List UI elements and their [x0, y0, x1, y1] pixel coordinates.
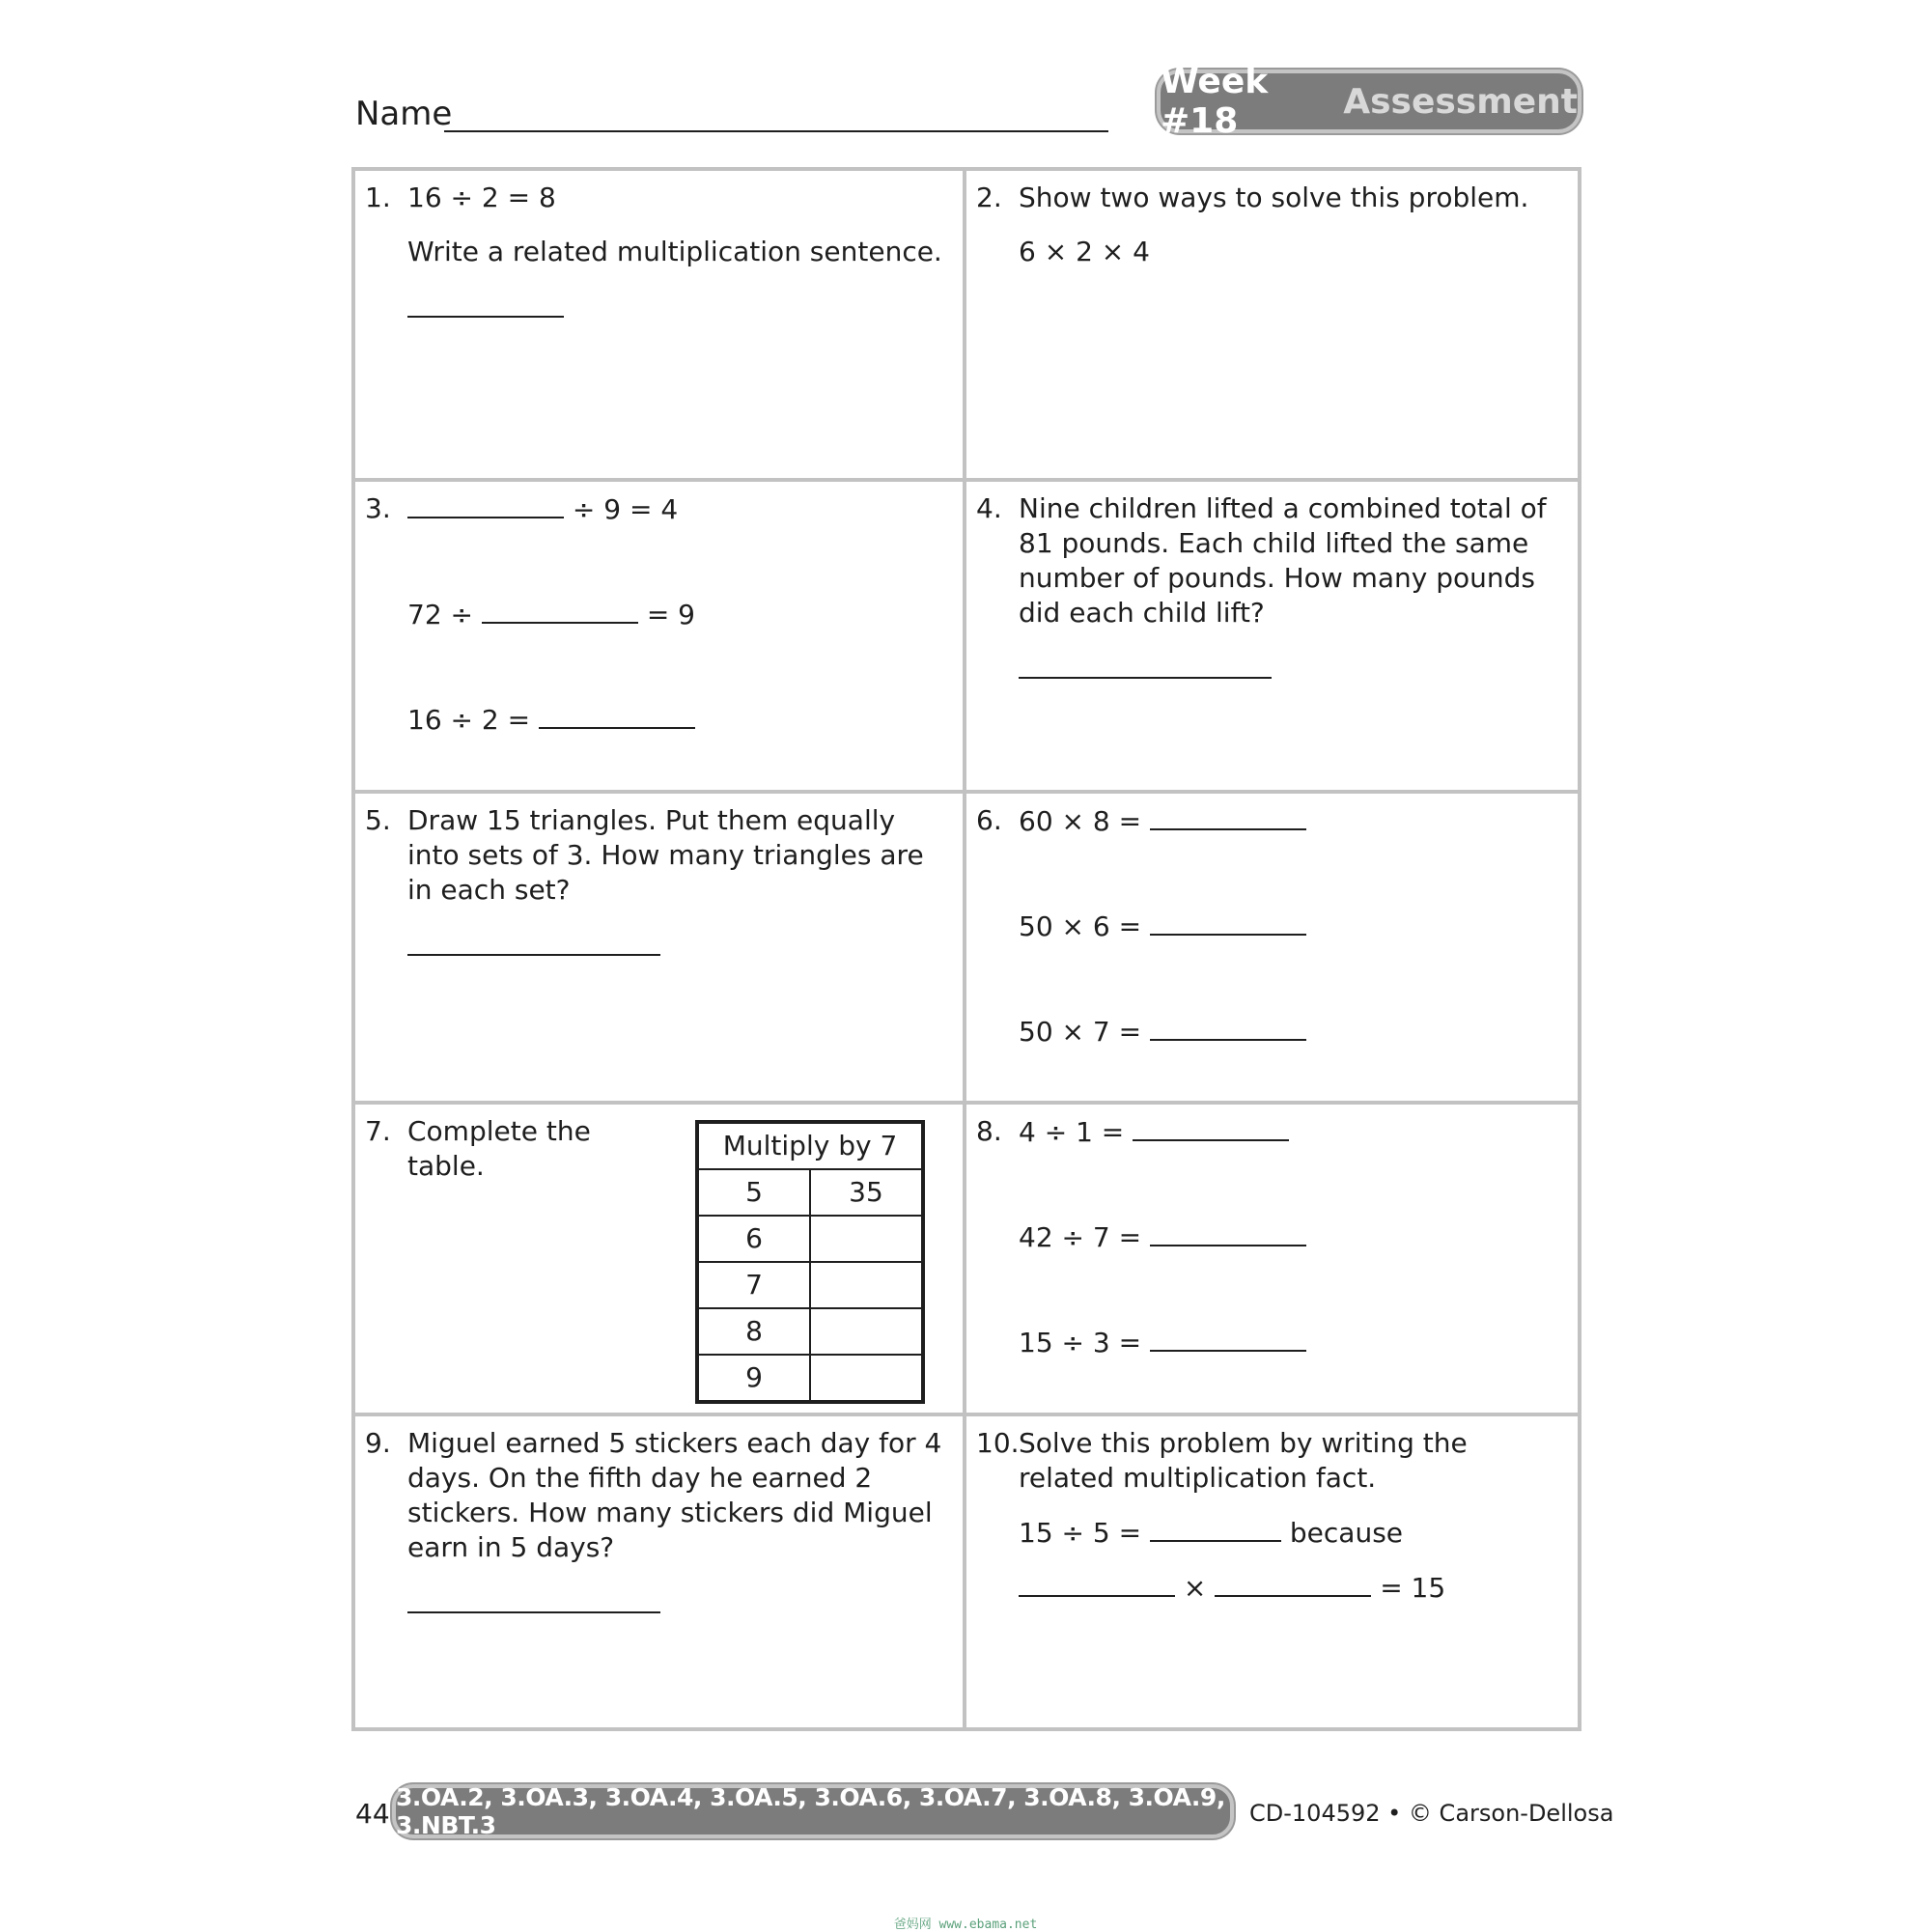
table-row: [697, 1308, 923, 1355]
answer-blank[interactable]: [407, 491, 564, 518]
table-output-blank[interactable]: [810, 1216, 923, 1262]
table-title: Multiply by 7: [697, 1122, 923, 1169]
problem-3-line2-head: 72 ÷: [407, 599, 473, 631]
answer-blank[interactable]: [1150, 1219, 1306, 1246]
table-output-blank[interactable]: [810, 1355, 923, 1402]
problem-1: [355, 171, 966, 482]
copyright-text: CD-104592 • © Carson-Dellosa: [1249, 1800, 1614, 1827]
answer-blank[interactable]: [1150, 1014, 1306, 1041]
times-symbol: ×: [1183, 1571, 1207, 1604]
table-input: 5: [697, 1169, 810, 1216]
problem-number: 7.: [365, 1115, 391, 1148]
answer-blank[interactable]: [1150, 1325, 1306, 1352]
problem-2-equation: 6 × 2 × 4: [1019, 236, 1150, 267]
answer-blank[interactable]: [1150, 803, 1306, 830]
problem-number: 10.: [976, 1426, 1020, 1459]
problem-number: 5.: [365, 803, 391, 836]
problem-3-line3-head: 16 ÷ 2 =: [407, 704, 531, 737]
problem-10-text: Solve this problem by writing the related multiplication fact.: [1019, 1426, 1468, 1494]
problem-7-text: Complete the table.: [407, 1115, 591, 1183]
table-row: [697, 1355, 923, 1402]
answer-blank[interactable]: [1133, 1114, 1289, 1141]
answer-blank[interactable]: [1019, 652, 1272, 679]
problem-8-eq1: 4 ÷ 1 =: [1019, 1116, 1125, 1149]
table-row: [697, 1262, 923, 1308]
problem-number: 1.: [365, 182, 391, 213]
problem-grid: [351, 167, 1581, 1731]
problem-1-equation: 16 ÷ 2 = 8: [407, 182, 556, 213]
problem-number: 2.: [976, 182, 1002, 213]
answer-blank[interactable]: [1019, 1570, 1175, 1597]
table-output: 35: [810, 1169, 923, 1216]
answer-blank[interactable]: [539, 702, 695, 729]
problem-10: [966, 1416, 1578, 1727]
problem-number: 3.: [365, 492, 391, 525]
problem-10-eq-tail: = 15: [1380, 1571, 1446, 1604]
problem-8-eq3: 15 ÷ 3 =: [1019, 1327, 1142, 1359]
problem-5: [355, 794, 966, 1105]
answer-blank[interactable]: [1150, 909, 1306, 936]
multiply-table: [695, 1120, 925, 1404]
problem-2: [966, 171, 1578, 482]
answer-blank[interactable]: [407, 929, 660, 956]
problem-number: 9.: [365, 1426, 391, 1459]
table-input: 7: [697, 1262, 810, 1308]
answer-blank[interactable]: [407, 1586, 660, 1613]
problem-6-eq1: 60 × 8 =: [1019, 804, 1142, 837]
problem-number: 8.: [976, 1115, 1002, 1148]
table-output-blank[interactable]: [810, 1308, 923, 1355]
table-input: 9: [697, 1355, 810, 1402]
name-label: Name: [355, 95, 453, 133]
problem-8-eq2: 42 ÷ 7 =: [1019, 1221, 1142, 1254]
problem-4: [966, 482, 1578, 793]
problem-5-text: Draw 15 triangles. Put them equally into sets of 3. How many triangles are in each set?: [407, 803, 924, 906]
answer-blank[interactable]: [407, 291, 564, 318]
problem-6: [966, 794, 1578, 1105]
problem-3-line1-tail: ÷ 9 = 4: [572, 493, 679, 526]
assessment-label: Assessment: [1343, 81, 1578, 122]
name-field-line[interactable]: [444, 130, 1108, 132]
table-row: [697, 1216, 923, 1262]
watermark: 爸妈网 www.ebama.net: [893, 1918, 1038, 1932]
answer-blank[interactable]: [1215, 1570, 1371, 1597]
problem-number: 4.: [976, 492, 1002, 525]
problem-9-text: Miguel earned 5 stickers each day for 4 days. On the fifth day he earned 2 stickers. How many stickers did Miguel earn in 5 days?: [407, 1426, 942, 1563]
problem-7: [355, 1105, 966, 1415]
table-input: 8: [697, 1308, 810, 1355]
problem-10-eq-head: 15 ÷ 5 =: [1019, 1516, 1142, 1549]
answer-blank[interactable]: [1150, 1515, 1281, 1542]
problem-3: [355, 482, 966, 793]
problem-6-eq2: 50 × 6 =: [1019, 910, 1142, 942]
problem-10-because: because: [1289, 1516, 1404, 1549]
week-assessment-banner: [1157, 62, 1581, 141]
table-row: [697, 1169, 923, 1216]
problem-2-prompt: Show two ways to solve this problem.: [1019, 182, 1529, 213]
page-number: 44: [355, 1798, 390, 1830]
problem-number: 6.: [976, 803, 1002, 836]
problem-9: [355, 1416, 966, 1727]
problem-1-prompt: Write a related multiplication sentence.: [407, 236, 942, 267]
problem-6-eq3: 50 × 7 =: [1019, 1015, 1142, 1048]
problem-8: [966, 1105, 1578, 1415]
table-output-blank[interactable]: [810, 1262, 923, 1308]
week-number: Week #18: [1161, 62, 1269, 141]
standards-banner: 3.OA.2, 3.OA.3, 3.OA.4, 3.OA.5, 3.OA.6, 3.OA.7, 3.OA.8, 3.OA.9, 3.NBT.3: [392, 1784, 1234, 1838]
problem-4-text: Nine children lifted a combined total of 81 pounds. Each child lifted the same number of pounds. How many pounds did each child lift?: [1019, 492, 1547, 630]
table-input: 6: [697, 1216, 810, 1262]
answer-blank[interactable]: [482, 597, 638, 624]
problem-3-line2-tail: = 9: [646, 599, 695, 631]
